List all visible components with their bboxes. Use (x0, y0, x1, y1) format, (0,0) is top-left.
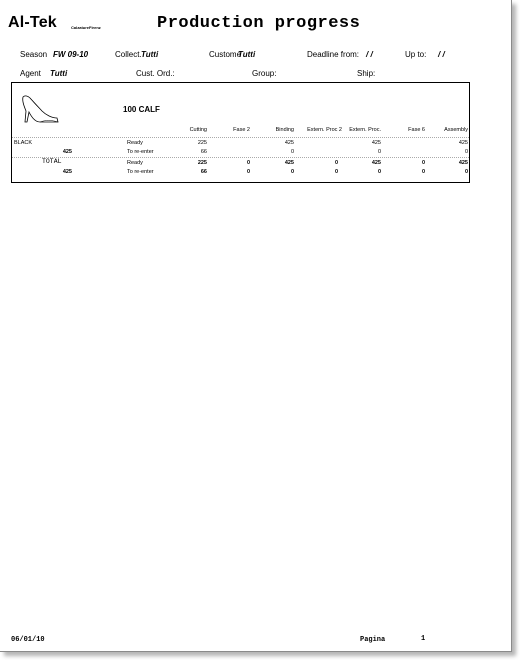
customer-value: Tutti (238, 50, 256, 59)
total-ready-binding: 425 (284, 160, 294, 166)
total-reenter-label: To re-enter (127, 169, 154, 175)
total-reenter-fase2: 0 (246, 169, 250, 175)
total-reenter-extern-proc: 0 (377, 169, 381, 175)
color-quantity: 425 (62, 149, 72, 155)
reenter-extern-proc: 0 (377, 149, 381, 155)
up-to-value: / / (438, 50, 445, 59)
article-box (11, 82, 470, 183)
deadline-from-label: Deadline from: (307, 50, 360, 59)
collection-label: Collect. (115, 50, 142, 59)
total-reenter-extern-proc-2: 0 (334, 169, 338, 175)
report-title: Production progress (157, 14, 361, 33)
ready-binding: 425 (284, 140, 294, 146)
col-header-extern-proc: Extern. Proc. (349, 127, 381, 133)
total-ready-cutting: 225 (197, 160, 207, 166)
up-to-label: Up to: (405, 50, 427, 59)
total-quantity: 425 (62, 169, 72, 175)
ship-label: Ship: (357, 69, 376, 78)
divider (12, 137, 469, 138)
article-name: 100 CALF (123, 105, 160, 114)
total-reenter-binding: 0 (290, 169, 294, 175)
reenter-label: To re-enter (127, 149, 154, 155)
page-label: Pagina (360, 636, 386, 644)
high-heel-shoe-icon (20, 91, 60, 125)
total-ready-extern-proc-2: 0 (334, 160, 338, 166)
deadline-from-value: / / (366, 50, 373, 59)
divider (12, 157, 469, 158)
total-ready-fase6: 0 (421, 160, 425, 166)
customer-order-label: Cust. Ord.: (136, 69, 175, 78)
company-logo: Al-Tek (8, 14, 57, 31)
total-reenter-cutting: 66 (200, 169, 207, 175)
col-header-extern-proc-2: Extern. Proc 2 (307, 127, 342, 133)
company-logo-subtitle: CalzatureFirenz (71, 25, 101, 30)
col-header-binding: Binding (275, 127, 294, 133)
total-ready-extern-proc: 425 (371, 160, 381, 166)
col-header-cutting: Cutting (189, 127, 207, 133)
ready-cutting: 225 (197, 140, 207, 146)
color-name: BLACK (14, 140, 33, 146)
ready-label: Ready (127, 140, 143, 146)
reenter-cutting: 66 (200, 149, 207, 155)
col-header-fase2: Fase 2 (233, 127, 250, 133)
total-label: TOTAL (42, 158, 62, 165)
col-header-assembly: Assembly (444, 127, 468, 133)
ready-assembly: 425 (458, 140, 468, 146)
group-label: Group: (252, 69, 277, 78)
collection-value: Tutti (141, 50, 159, 59)
total-ready-fase2: 0 (246, 160, 250, 166)
customer-label: Custome (209, 50, 242, 59)
season-label: Season (20, 50, 48, 59)
total-ready-label: Ready (127, 160, 143, 166)
agent-label: Agent (20, 69, 41, 78)
col-header-fase6: Fase 6 (408, 127, 425, 133)
total-ready-assembly: 425 (458, 160, 468, 166)
print-date: 06/01/10 (11, 636, 45, 644)
total-reenter-assembly: 0 (464, 169, 468, 175)
reenter-binding: 0 (290, 149, 294, 155)
agent-value: Tutti (50, 69, 68, 78)
ready-extern-proc: 425 (371, 140, 381, 146)
total-reenter-fase6: 0 (421, 169, 425, 175)
season-value: FW 09-10 (53, 50, 89, 59)
page-number: 1 (421, 635, 426, 643)
reenter-assembly: 0 (464, 149, 468, 155)
